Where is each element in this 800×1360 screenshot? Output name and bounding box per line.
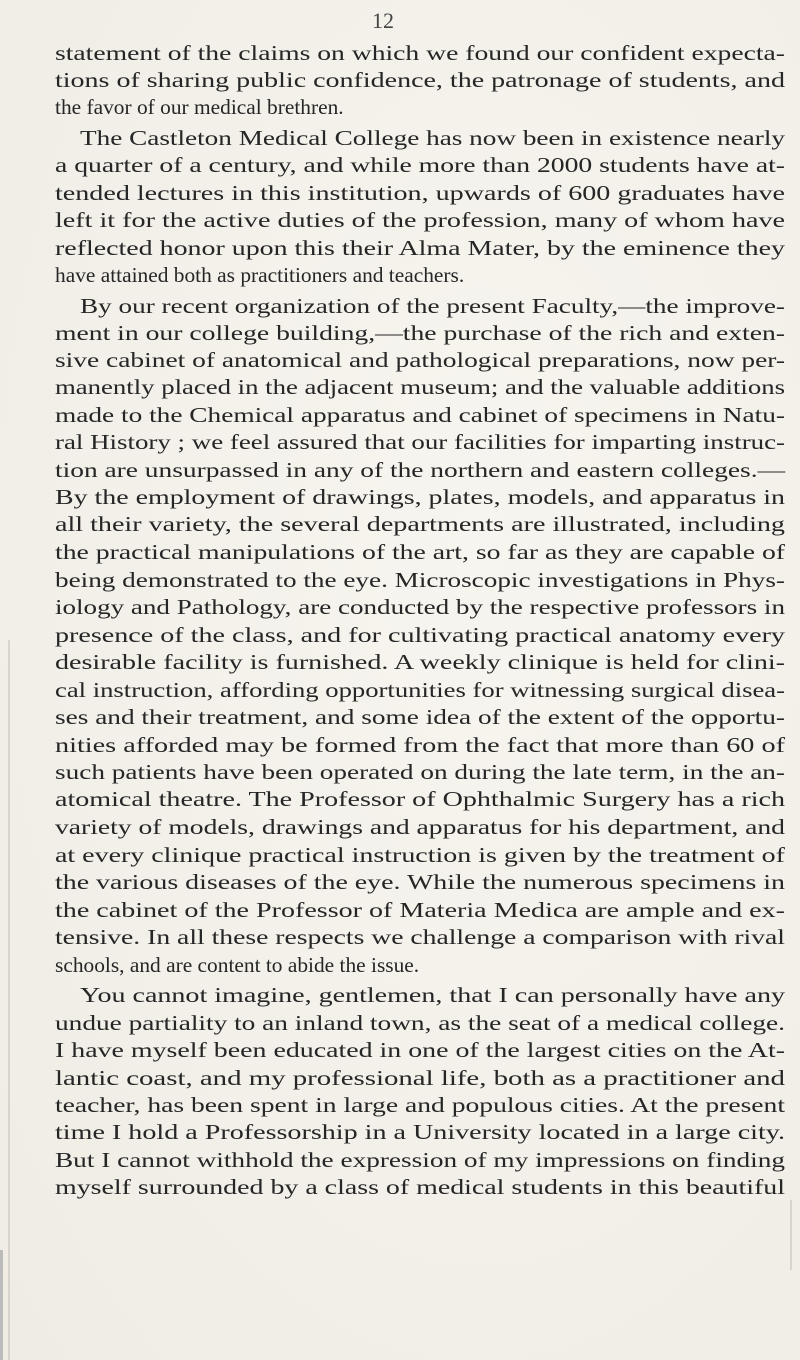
text-line: the favor of our medical brethren. [55,95,344,119]
text-line: By our recent organization of the present Faculty,—the improve- [80,294,786,318]
text-line: have attained both as practitioners and teachers. [55,263,465,287]
text-line: time I hold a Professorship in a University located in a large city. [55,1120,786,1144]
text-line: left it for the active duties of the profession, many of whom have [55,208,786,232]
text-line: manently placed in the adjacent museum; and the valuable additions [55,375,785,399]
page-edge-mark [0,1250,3,1360]
text-line: myself surrounded by a class of medical students in this beautiful [55,1175,786,1199]
text-line: the cabinet of the Professor of Materia Medica are ample and ex- [55,898,785,922]
text-line: tensive. In all these respects we challenge a comparison with rival [55,925,785,949]
text-line: the various diseases of the eye. While the numerous specimens in [55,870,786,894]
text-line: statement of the claims on which we found our confident expecta- [55,41,785,65]
text-line: such patients have been operated on during the late term, in the an- [55,760,786,784]
text-line: lantic coast, and my professional life, both as a practitioner and [55,1066,785,1090]
text-line: atomical theatre. The Professor of Ophthalmic Surgery has a rich [55,787,785,811]
text-line: You cannot imagine, gentlemen, that I can personally have any [80,983,785,1007]
text-line: tended lectures in this institution, upwards of 600 graduates have [55,181,786,205]
ink-bleed-right [790,1200,792,1270]
text-line: ses and their treatment, and some idea of the extent of the opportu- [55,705,786,729]
text-line: ment in our college building,—the purchase of the rich and exten- [55,321,786,345]
text-line: undue partiality to an inland town, as the seat of a medical college. [55,1011,785,1035]
text-line: presence of the class, and for cultivating practical anatomy every [55,623,785,647]
text-line: tion are unsurpassed in any of the northern and eastern colleges.— [55,458,785,482]
text-line: being demonstrated to the eye. Microscopic investigations in Phys- [55,568,785,592]
text-line: reflected honor upon this their Alma Mater, by the eminence they [55,236,785,260]
text-line: at every clinique practical instruction is given by the treatment of [55,843,785,867]
text-line: tions of sharing public confidence, the patronage of students, and [55,68,785,92]
text-line: teacher, has been spent in large and populous cities. At the present [55,1093,786,1117]
text-line: nities afforded may be formed from the fact that more than 60 of [55,733,786,757]
text-line: desirable facility is furnished. A weekly clinique is held for clini- [55,650,785,674]
text-line: cal instruction, affording opportunities for witnessing surgical disea- [55,678,785,702]
text-line: ral History ; we feel assured that our facilities for imparting instruc- [55,430,786,454]
text-line: a quarter of a century, and while more than 2000 students have at- [55,153,786,177]
text-line: schools, and are content to abide the issue. [55,953,420,977]
text-line: the practical manipulations of the art, so far as they are capable of [55,540,786,564]
text-line: I have myself been educated in one of the largest cities on the At- [55,1038,786,1062]
text-line: all their variety, the several departments are illustrated, including [55,512,785,536]
text-line: variety of models, drawings and apparatus for his department, and [55,815,785,839]
text-line: made to the Chemical apparatus and cabinet of specimens in Natu- [55,403,785,427]
text-line: By the employment of drawings, plates, models, and apparatus in [55,485,786,509]
text-line: But I cannot withhold the expression of my impressions on finding [55,1148,786,1172]
text-line: iology and Pathology, are conducted by the respective professors in [55,595,785,619]
page-number: 12 [372,8,394,33]
ink-bleed-left [8,640,10,1360]
text-line: The Castleton Medical College has now been in existence nearly [80,126,786,150]
text-line: sive cabinet of anatomical and pathological preparations, now per- [55,348,785,372]
